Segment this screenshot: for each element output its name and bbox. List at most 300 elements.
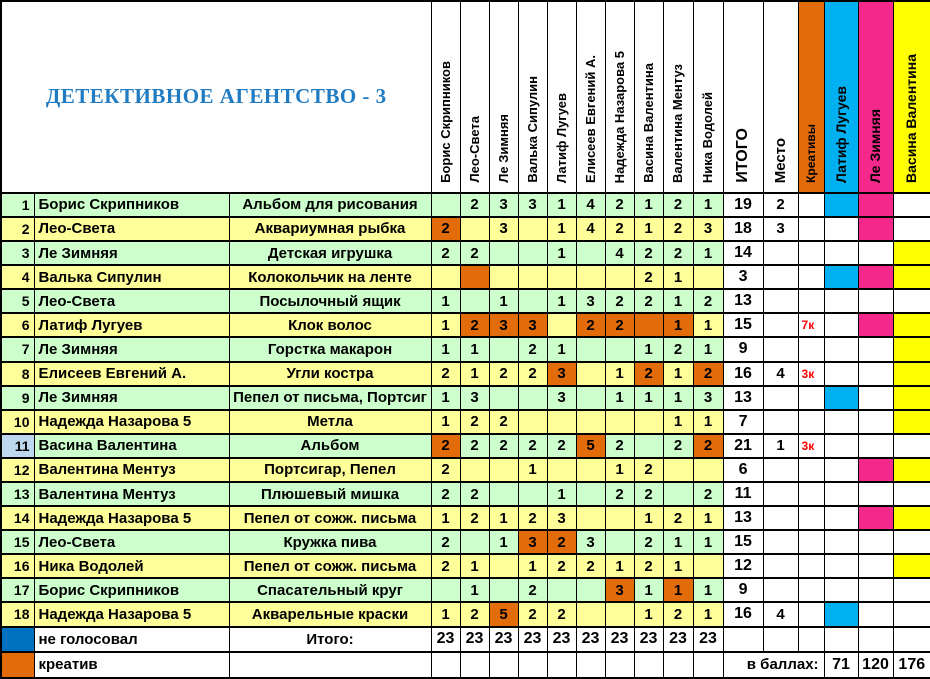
place-cell [763, 265, 798, 289]
empty-cell [576, 652, 605, 678]
total-cell: 9 [723, 337, 763, 361]
player-column-header-1 [431, 1, 460, 193]
vote-cell: 1 [634, 193, 663, 217]
player-column-header-4 [518, 1, 547, 193]
vote-cell: 1 [547, 217, 576, 241]
vote-cell: 1 [634, 506, 663, 530]
place-cell [763, 337, 798, 361]
vote-cell: 1 [693, 602, 723, 626]
vote-cell: 1 [634, 578, 663, 602]
vote-cell: 1 [431, 602, 460, 626]
bonus-cell [858, 458, 893, 482]
vote-cell [489, 482, 518, 506]
row-number: 12 [1, 458, 34, 482]
vote-cell: 1 [547, 337, 576, 361]
vote-cell [489, 241, 518, 265]
vote-cell: 1 [431, 313, 460, 337]
not-voted-label: не голосовал [34, 627, 229, 652]
creatives-column-header-label: Креативы [803, 123, 818, 183]
vote-cell: 1 [605, 458, 634, 482]
row-number: 8 [1, 362, 34, 386]
vote-cell: 2 [605, 313, 634, 337]
bonus-cell [824, 362, 858, 386]
vote-cell: 1 [693, 506, 723, 530]
vote-cell: 2 [693, 434, 723, 458]
vote-cell [634, 410, 663, 434]
creative-cell [798, 386, 824, 410]
vote-cell: 2 [431, 458, 460, 482]
vote-cell [693, 554, 723, 578]
detective-name: Елисеев Евгений А. [34, 362, 229, 386]
bonus-cell [893, 410, 930, 434]
bonus-cell [824, 193, 858, 217]
vote-cell [489, 554, 518, 578]
vote-cell: 2 [547, 554, 576, 578]
vote-cell: 2 [663, 241, 693, 265]
row-number: 9 [1, 386, 34, 410]
bonus-cell [858, 217, 893, 241]
bonus-cell [824, 386, 858, 410]
bonus-cell [858, 410, 893, 434]
vote-cell: 1 [663, 554, 693, 578]
column-total-cell: 23 [576, 627, 605, 652]
vote-cell: 2 [605, 289, 634, 313]
vote-cell [605, 506, 634, 530]
vote-cell: 2 [634, 458, 663, 482]
table-row-9 [1, 386, 930, 410]
vote-cell: 3 [518, 530, 547, 554]
table-row-2 [1, 217, 930, 241]
empty-cell [489, 652, 518, 678]
vote-cell: 2 [460, 506, 489, 530]
bonus-column-header-le-zimnyaya [858, 1, 893, 193]
vote-cell: 1 [663, 289, 693, 313]
total-cell: 16 [723, 602, 763, 626]
vote-cell: 1 [460, 362, 489, 386]
vote-cell: 2 [634, 241, 663, 265]
vote-cell [518, 217, 547, 241]
empty-cell [723, 627, 763, 652]
empty-cell [547, 652, 576, 678]
vote-cell: 2 [431, 530, 460, 554]
total-cell: 18 [723, 217, 763, 241]
creative-cell [798, 602, 824, 626]
bonus-cell [893, 434, 930, 458]
column-total-cell: 23 [460, 627, 489, 652]
vote-cell: 1 [693, 410, 723, 434]
vote-cell [460, 530, 489, 554]
vote-cell [605, 530, 634, 554]
player-column-header-7 [605, 1, 634, 193]
bonus-points-total: 120 [858, 652, 893, 678]
bonus-column-header-latif-label: Латиф Лугуев [832, 85, 849, 183]
empty-cell [460, 652, 489, 678]
itogo-label: Итого: [229, 627, 431, 652]
table-row-3 [1, 241, 930, 265]
player-column-header-5-label: Латиф Лугуев [553, 92, 569, 183]
creative-cell [798, 482, 824, 506]
vote-cell: 2 [634, 482, 663, 506]
place-cell [763, 386, 798, 410]
bonus-cell [858, 265, 893, 289]
bonus-cell [824, 265, 858, 289]
table-row-11 [1, 434, 930, 458]
vote-cell: 1 [431, 410, 460, 434]
total-cell: 13 [723, 289, 763, 313]
vote-cell: 2 [460, 482, 489, 506]
detective-name: Валька Сипулин [34, 265, 229, 289]
place-cell [763, 458, 798, 482]
vote-cell [489, 458, 518, 482]
player-column-header-1-label: Борис Скрипников [437, 60, 453, 183]
row-number: 3 [1, 241, 34, 265]
vote-cell: 5 [489, 602, 518, 626]
vote-cell: 1 [460, 578, 489, 602]
vote-cell [576, 602, 605, 626]
column-total-cell: 23 [547, 627, 576, 652]
creative-cell [798, 337, 824, 361]
bonus-points-total: 71 [824, 652, 858, 678]
empty-cell [824, 627, 858, 652]
creative-cell [798, 289, 824, 313]
bonus-cell [824, 434, 858, 458]
vote-cell: 3 [489, 313, 518, 337]
vote-cell [518, 410, 547, 434]
table-row-7 [1, 337, 930, 361]
bonus-cell [858, 602, 893, 626]
vote-cell: 2 [460, 410, 489, 434]
vote-cell: 1 [518, 458, 547, 482]
bonus-cell [858, 554, 893, 578]
bonus-points-total: 176 [893, 652, 930, 678]
vote-cell: 1 [693, 193, 723, 217]
creative-cell [798, 530, 824, 554]
vote-cell [489, 265, 518, 289]
bonus-column-header-vasina [893, 1, 930, 193]
vote-cell: 1 [460, 337, 489, 361]
vote-cell [460, 458, 489, 482]
vote-cell [518, 289, 547, 313]
row-number: 6 [1, 313, 34, 337]
vote-cell: 4 [576, 193, 605, 217]
vote-cell: 1 [605, 386, 634, 410]
player-column-header-5 [547, 1, 576, 193]
vote-cell: 1 [693, 578, 723, 602]
vote-cell: 1 [693, 313, 723, 337]
detective-name: Борис Скрипников [34, 578, 229, 602]
vote-cell [634, 434, 663, 458]
detective-name: Васина Валентина [34, 434, 229, 458]
vote-cell: 2 [431, 362, 460, 386]
vote-cell: 3 [518, 313, 547, 337]
vote-cell: 2 [518, 434, 547, 458]
vote-cell: 2 [518, 602, 547, 626]
total-cell: 3 [723, 265, 763, 289]
creative-cell [798, 410, 824, 434]
vote-cell: 1 [605, 554, 634, 578]
place-cell: 4 [763, 602, 798, 626]
column-total-cell: 23 [693, 627, 723, 652]
vote-cell [663, 482, 693, 506]
vote-cell: 2 [431, 482, 460, 506]
not-voted-color-swatch [1, 627, 34, 652]
total-cell: 7 [723, 410, 763, 434]
vote-cell: 3 [518, 193, 547, 217]
bonus-cell [858, 578, 893, 602]
vote-cell [576, 362, 605, 386]
creative-cell [798, 506, 824, 530]
vote-cell: 2 [431, 434, 460, 458]
vote-cell: 3 [547, 362, 576, 386]
vote-cell: 2 [431, 241, 460, 265]
bonus-cell [824, 578, 858, 602]
creative-cell [798, 241, 824, 265]
vote-cell: 2 [460, 602, 489, 626]
bonus-cell [893, 193, 930, 217]
bonus-cell [858, 313, 893, 337]
bonus-cell [858, 337, 893, 361]
column-total-cell: 23 [605, 627, 634, 652]
place-cell [763, 482, 798, 506]
vote-cell [693, 265, 723, 289]
vote-cell: 1 [431, 337, 460, 361]
total-cell: 13 [723, 506, 763, 530]
detective-name: Борис Скрипников [34, 193, 229, 217]
vote-cell [547, 578, 576, 602]
detective-name: Ле Зимняя [34, 241, 229, 265]
vote-cell: 2 [605, 434, 634, 458]
vote-cell: 3 [693, 217, 723, 241]
creative-cell [798, 265, 824, 289]
vote-cell: 3 [576, 289, 605, 313]
vote-cell: 1 [693, 337, 723, 361]
not-voted-row [1, 627, 930, 652]
vote-cell: 2 [663, 506, 693, 530]
bonus-cell [824, 458, 858, 482]
vote-cell: 3 [693, 386, 723, 410]
row-number: 17 [1, 578, 34, 602]
empty-cell [518, 652, 547, 678]
total-cell: 15 [723, 530, 763, 554]
vote-cell [518, 265, 547, 289]
bonus-cell [893, 217, 930, 241]
page-title: ДЕТЕКТИВНОЕ АГЕНТСТВО - 3 [45, 84, 387, 109]
place-cell: 4 [763, 362, 798, 386]
empty-cell [431, 652, 460, 678]
creative-cell [798, 217, 824, 241]
vote-cell: 1 [489, 289, 518, 313]
row-number: 11 [1, 434, 34, 458]
place-cell [763, 289, 798, 313]
total-cell: 15 [723, 313, 763, 337]
empty-cell [693, 652, 723, 678]
player-column-header-3 [489, 1, 518, 193]
vote-cell: 2 [634, 265, 663, 289]
total-cell: 12 [723, 554, 763, 578]
evidence-item: Пепел от сожж. письма [229, 506, 431, 530]
bonus-cell [893, 530, 930, 554]
vote-cell [576, 482, 605, 506]
place-cell [763, 313, 798, 337]
bonus-cell [824, 410, 858, 434]
bonus-cell [893, 337, 930, 361]
vote-cell: 1 [431, 506, 460, 530]
detective-name: Валентина Ментуз [34, 482, 229, 506]
vote-cell: 2 [605, 217, 634, 241]
vote-cell [663, 458, 693, 482]
place-cell: 1 [763, 434, 798, 458]
vote-cell [431, 578, 460, 602]
place-cell [763, 506, 798, 530]
vote-cell: 3 [489, 217, 518, 241]
vote-cell: 1 [547, 482, 576, 506]
points-label: в баллах: [723, 652, 824, 678]
player-column-header-10 [693, 1, 723, 193]
row-number: 15 [1, 530, 34, 554]
place-cell: 3 [763, 217, 798, 241]
bonus-cell [858, 362, 893, 386]
vote-cell [605, 265, 634, 289]
bonus-cell [893, 241, 930, 265]
vote-cell: 2 [460, 434, 489, 458]
evidence-item: Детская игрушка [229, 241, 431, 265]
creative-cell: 3к [798, 434, 824, 458]
vote-cell [576, 241, 605, 265]
vote-cell [605, 337, 634, 361]
creative-cell [798, 193, 824, 217]
evidence-item: Метла [229, 410, 431, 434]
evidence-item: Пепел от сожж. письма [229, 554, 431, 578]
bonus-cell [858, 193, 893, 217]
player-column-header-3-label: Ле Зимняя [495, 114, 511, 183]
vote-cell: 2 [634, 362, 663, 386]
total-cell: 16 [723, 362, 763, 386]
vote-cell [547, 313, 576, 337]
column-total-cell: 23 [518, 627, 547, 652]
vote-cell [547, 458, 576, 482]
column-total-cell: 23 [634, 627, 663, 652]
bonus-cell [824, 313, 858, 337]
vote-cell [460, 289, 489, 313]
row-number: 10 [1, 410, 34, 434]
empty-cell [798, 627, 824, 652]
vote-cell [576, 506, 605, 530]
bonus-cell [858, 482, 893, 506]
detective-name: Надежда Назарова 5 [34, 602, 229, 626]
bonus-cell [893, 313, 930, 337]
bonus-cell [893, 602, 930, 626]
title-cell [1, 1, 431, 193]
bonus-cell [893, 578, 930, 602]
bonus-cell [893, 386, 930, 410]
vote-cell [489, 386, 518, 410]
vote-cell: 2 [663, 217, 693, 241]
creatives-column-header [798, 1, 824, 193]
vote-cell: 1 [431, 386, 460, 410]
player-column-header-2-label: Лео-Света [466, 116, 482, 183]
evidence-item: Угли костра [229, 362, 431, 386]
total-column-header [723, 1, 763, 193]
column-total-cell: 23 [431, 627, 460, 652]
vote-cell: 3 [576, 530, 605, 554]
place-column-header-label: Место [771, 137, 789, 183]
vote-cell [576, 337, 605, 361]
vote-cell: 2 [663, 602, 693, 626]
bonus-cell [858, 241, 893, 265]
vote-cell [576, 458, 605, 482]
vote-cell: 2 [460, 193, 489, 217]
table-row-17 [1, 578, 930, 602]
vote-cell [576, 578, 605, 602]
player-column-header-8-label: Васина Валентина [640, 63, 656, 183]
vote-cell: 2 [431, 554, 460, 578]
vote-cell: 2 [547, 434, 576, 458]
creative-cell: 7к [798, 313, 824, 337]
vote-cell: 1 [693, 241, 723, 265]
place-cell [763, 578, 798, 602]
place-column-header [763, 1, 798, 193]
vote-cell: 2 [489, 434, 518, 458]
empty-cell [893, 627, 930, 652]
place-cell: 2 [763, 193, 798, 217]
vote-cell [489, 337, 518, 361]
vote-cell: 3 [547, 386, 576, 410]
evidence-item: Клок волос [229, 313, 431, 337]
bonus-cell [824, 602, 858, 626]
vote-cell: 1 [547, 193, 576, 217]
vote-cell: 2 [518, 506, 547, 530]
row-number: 13 [1, 482, 34, 506]
creative-cell: 3к [798, 362, 824, 386]
table-row-10 [1, 410, 930, 434]
vote-cell [693, 458, 723, 482]
total-cell: 11 [723, 482, 763, 506]
vote-cell: 1 [663, 362, 693, 386]
vote-cell: 1 [518, 554, 547, 578]
bonus-cell [893, 289, 930, 313]
player-column-header-6-label: Елисеев Евгений А. [582, 54, 598, 183]
bonus-cell [824, 554, 858, 578]
table-row-15 [1, 530, 930, 554]
vote-cell: 2 [663, 193, 693, 217]
bonus-cell [824, 482, 858, 506]
place-cell [763, 554, 798, 578]
detective-name: Латиф Лугуев [34, 313, 229, 337]
table-row-5 [1, 289, 930, 313]
vote-cell: 1 [605, 362, 634, 386]
row-number: 2 [1, 217, 34, 241]
detective-name: Ле Зимняя [34, 386, 229, 410]
vote-cell [605, 410, 634, 434]
bonus-cell [893, 506, 930, 530]
vote-cell: 2 [605, 193, 634, 217]
vote-cell: 1 [663, 578, 693, 602]
vote-cell: 2 [518, 578, 547, 602]
bonus-column-header-latif [824, 1, 858, 193]
detective-name: Ле Зимняя [34, 337, 229, 361]
vote-cell: 2 [634, 530, 663, 554]
vote-cell: 4 [576, 217, 605, 241]
table-row-1 [1, 193, 930, 217]
vote-cell: 3 [605, 578, 634, 602]
vote-cell [518, 482, 547, 506]
creative-cell [798, 578, 824, 602]
evidence-item: Портсигар, Пепел [229, 458, 431, 482]
bonus-cell [858, 289, 893, 313]
bonus-column-header-le-zimnyaya-label: Ле Зимняя [867, 108, 884, 183]
vote-cell [489, 578, 518, 602]
vote-cell: 1 [663, 386, 693, 410]
